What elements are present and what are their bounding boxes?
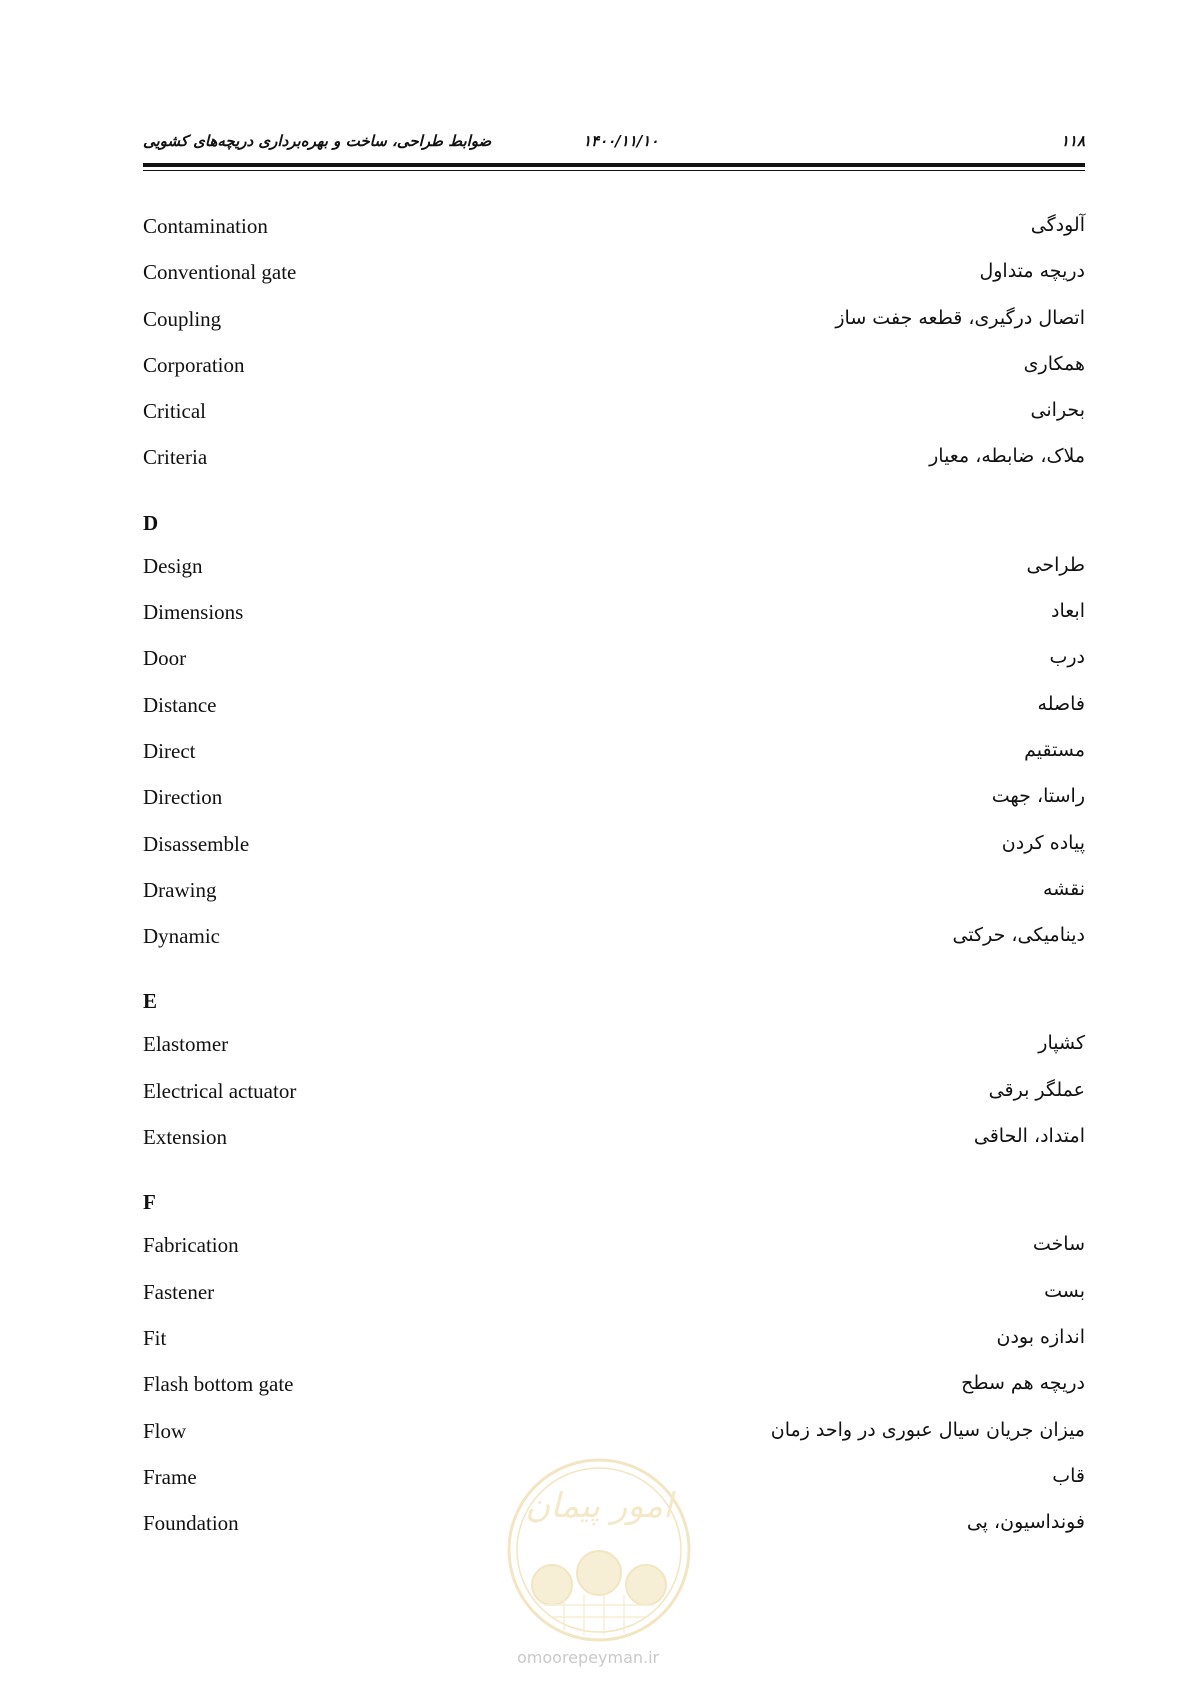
english-term: Design	[143, 553, 203, 578]
section-letter: F	[143, 1190, 156, 1215]
header-date: ۱۴۰۰/۱۱/۱۰	[583, 132, 659, 150]
glossary-entry	[143, 692, 1085, 738]
persian-term: راستا، جهت	[991, 785, 1085, 808]
glossary-entry	[143, 213, 1085, 259]
persian-term: عملگر برقی	[988, 1078, 1085, 1101]
glossary-entry	[143, 398, 1085, 444]
header-rule-thick	[143, 163, 1085, 167]
persian-term: پیاده کردن	[1001, 831, 1085, 854]
glossary-section	[143, 213, 1085, 491]
persian-term: نقشه	[1042, 877, 1085, 900]
english-term: Extension	[143, 1125, 227, 1150]
english-term: Dynamic	[143, 924, 220, 949]
glossary-entry	[143, 738, 1085, 784]
persian-term: آلودگی	[1030, 214, 1085, 236]
english-term: Criteria	[143, 445, 208, 470]
glossary-entry	[143, 877, 1085, 923]
page-header	[143, 126, 1085, 162]
header-title: ضوابط طراحی، ساخت و بهره‌برداری دریچه‌های کشویی	[143, 132, 492, 150]
english-term: Frame	[143, 1464, 197, 1489]
english-term: Contamination	[143, 214, 268, 238]
persian-term: ملاک، ضابطه، معیار	[929, 445, 1085, 468]
english-term: Corporation	[143, 352, 245, 377]
persian-term: فونداسیون، پی	[966, 1511, 1085, 1534]
glossary-entry	[143, 306, 1085, 352]
english-term: Dimensions	[143, 600, 244, 625]
glossary-entry	[143, 1232, 1085, 1278]
glossary-entry	[143, 259, 1085, 305]
glossary-entry	[143, 1371, 1085, 1417]
persian-term: میزان جریان سیال عبوری در واحد زمان	[770, 1418, 1085, 1441]
english-term: Coupling	[143, 306, 222, 331]
english-term: Electrical actuator	[143, 1078, 297, 1103]
english-term: Flash bottom gate	[143, 1372, 294, 1397]
english-term: Conventional gate	[143, 260, 297, 285]
watermark-logo	[504, 1455, 694, 1645]
persian-term: بحرانی	[1030, 399, 1085, 422]
english-term: Elastomer	[143, 1032, 229, 1057]
glossary-entry	[143, 1124, 1085, 1170]
persian-term: طراحی	[1026, 553, 1085, 576]
page-number: ۱۱۸	[1060, 132, 1085, 150]
glossary-section	[143, 985, 1085, 1170]
persian-term: مستقیم	[1024, 738, 1085, 761]
persian-term: همکاری	[1023, 352, 1085, 375]
glossary-entry	[143, 645, 1085, 691]
glossary-section	[143, 507, 1085, 970]
glossary-entry	[143, 599, 1085, 645]
persian-term: ابعاد	[1051, 600, 1085, 623]
english-term: Distance	[143, 692, 217, 717]
glossary-entry	[143, 831, 1085, 877]
glossary-entry	[143, 352, 1085, 398]
persian-term: کشپار	[1038, 1032, 1085, 1055]
english-term: Fit	[143, 1325, 167, 1350]
glossary-entry	[143, 1078, 1085, 1124]
persian-term: فاصله	[1037, 692, 1085, 715]
english-term: Disassemble	[143, 831, 250, 856]
glossary-entry	[143, 923, 1085, 969]
persian-term: اتصال درگیری، قطعه جفت ساز	[835, 306, 1085, 329]
glossary-list	[143, 213, 1085, 1556]
watermark-logo-text: امور پیمان	[525, 1486, 673, 1526]
persian-term: درب	[1049, 646, 1085, 669]
english-term: Flow	[143, 1418, 187, 1443]
persian-term: اندازه بودن	[996, 1325, 1085, 1348]
section-letter: E	[143, 989, 158, 1014]
english-term: Door	[143, 646, 187, 671]
persian-term: دریچه متداول	[979, 260, 1085, 283]
english-term: Foundation	[143, 1511, 239, 1536]
persian-term: دینامیکی، حرکتی	[952, 924, 1085, 947]
header-rule-thin	[143, 170, 1085, 171]
persian-term: بست	[1044, 1279, 1085, 1302]
english-term: Fastener	[143, 1279, 215, 1304]
english-term: Critical	[143, 399, 206, 424]
persian-term: امتداد، الحاقی	[973, 1125, 1085, 1148]
section-letter: D	[143, 510, 159, 535]
glossary-entry	[143, 1279, 1085, 1325]
glossary-entry	[143, 784, 1085, 830]
english-term: Direct	[143, 738, 196, 763]
glossary-entry	[143, 1031, 1085, 1077]
persian-term: ساخت	[1032, 1233, 1085, 1256]
watermark-site: omoorepeyman.ir	[517, 1648, 660, 1667]
english-term: Direction	[143, 785, 223, 810]
glossary-entry	[143, 444, 1085, 490]
persian-term: قاب	[1052, 1464, 1085, 1487]
persian-term: دریچه هم سطح	[961, 1372, 1085, 1395]
glossary-entry	[143, 1325, 1085, 1371]
english-term: Fabrication	[143, 1233, 239, 1258]
glossary-entry	[143, 553, 1085, 599]
english-term: Drawing	[143, 877, 217, 902]
